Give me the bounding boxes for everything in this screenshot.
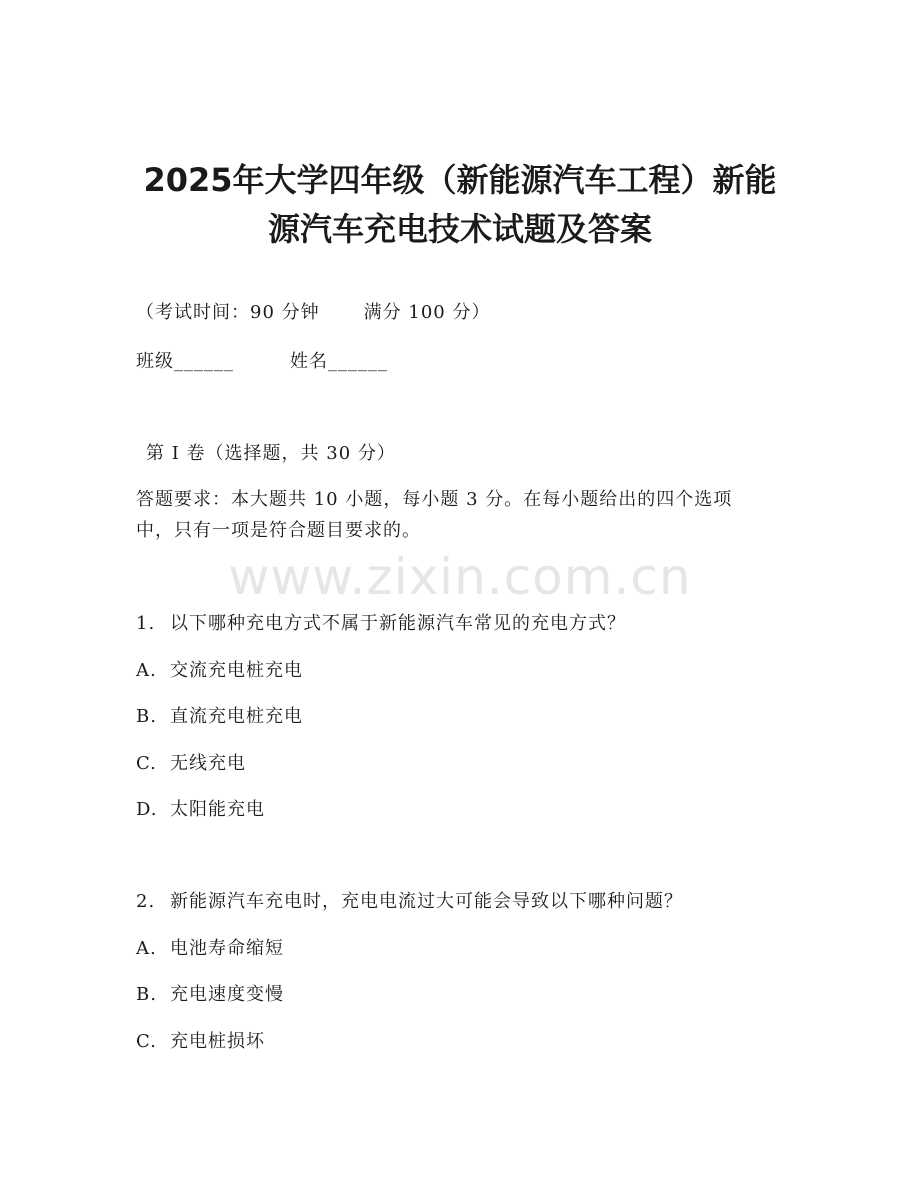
- option-label: C.: [136, 1031, 157, 1052]
- option-label: A.: [136, 660, 157, 681]
- question-2-stem: [136, 889, 683, 915]
- question-text: 以下哪种充电方式不属于新能源汽车常见的充电方式？: [170, 613, 626, 634]
- question-2-option-b: [136, 982, 284, 1008]
- question-1-option-b: [136, 704, 303, 730]
- name-field: 姓名______: [290, 351, 388, 372]
- class-field: 班级______: [136, 351, 234, 372]
- question-number: 2.: [136, 891, 156, 912]
- option-label: B.: [136, 706, 157, 727]
- option-text: 充电速度变慢: [170, 984, 284, 1005]
- option-label: C.: [136, 753, 157, 774]
- option-label: D.: [136, 799, 158, 820]
- instructions-line-1: 答题要求：本大题共 10 小题，每小题 3 分。在每小题给出的四个选项: [136, 489, 733, 510]
- option-text: 交流充电桩充电: [170, 660, 303, 681]
- question-2-option-a: [136, 936, 284, 962]
- question-1-option-c: [136, 751, 246, 777]
- question-1-option-d: [136, 797, 265, 823]
- watermark: www.zixin.com.cn: [228, 548, 692, 606]
- option-text: 电池寿命缩短: [170, 938, 284, 959]
- question-number: 1.: [136, 613, 156, 634]
- exam-info: [136, 300, 490, 326]
- option-text: 直流充电桩充电: [170, 706, 303, 727]
- student-fields: [136, 349, 388, 375]
- instructions-line-2: 中，只有一项是符合题目要求的。: [136, 520, 421, 541]
- option-text: 充电桩损坏: [170, 1031, 265, 1052]
- exam-time: （考试时间：90 分钟: [136, 302, 320, 323]
- question-1-stem: [136, 611, 626, 637]
- page-title-line-2: 源汽车充电技术试题及答案: [267, 210, 652, 248]
- page-title-line-1: 2025年大学四年级（新能源汽车工程）新能: [143, 161, 777, 199]
- option-text: 太阳能充电: [170, 799, 265, 820]
- question-1-option-a: [136, 658, 303, 684]
- option-text: 无线充电: [170, 753, 246, 774]
- exam-score: 满分 100 分）: [363, 302, 491, 323]
- option-label: B.: [136, 984, 157, 1005]
- question-2-option-c: [136, 1029, 265, 1055]
- question-text: 新能源汽车充电时，充电电流过大可能会导致以下哪种问题？: [170, 891, 683, 912]
- option-label: A.: [136, 938, 157, 959]
- section-heading: 第 Ⅰ 卷（选择题，共 30 分）: [146, 443, 396, 464]
